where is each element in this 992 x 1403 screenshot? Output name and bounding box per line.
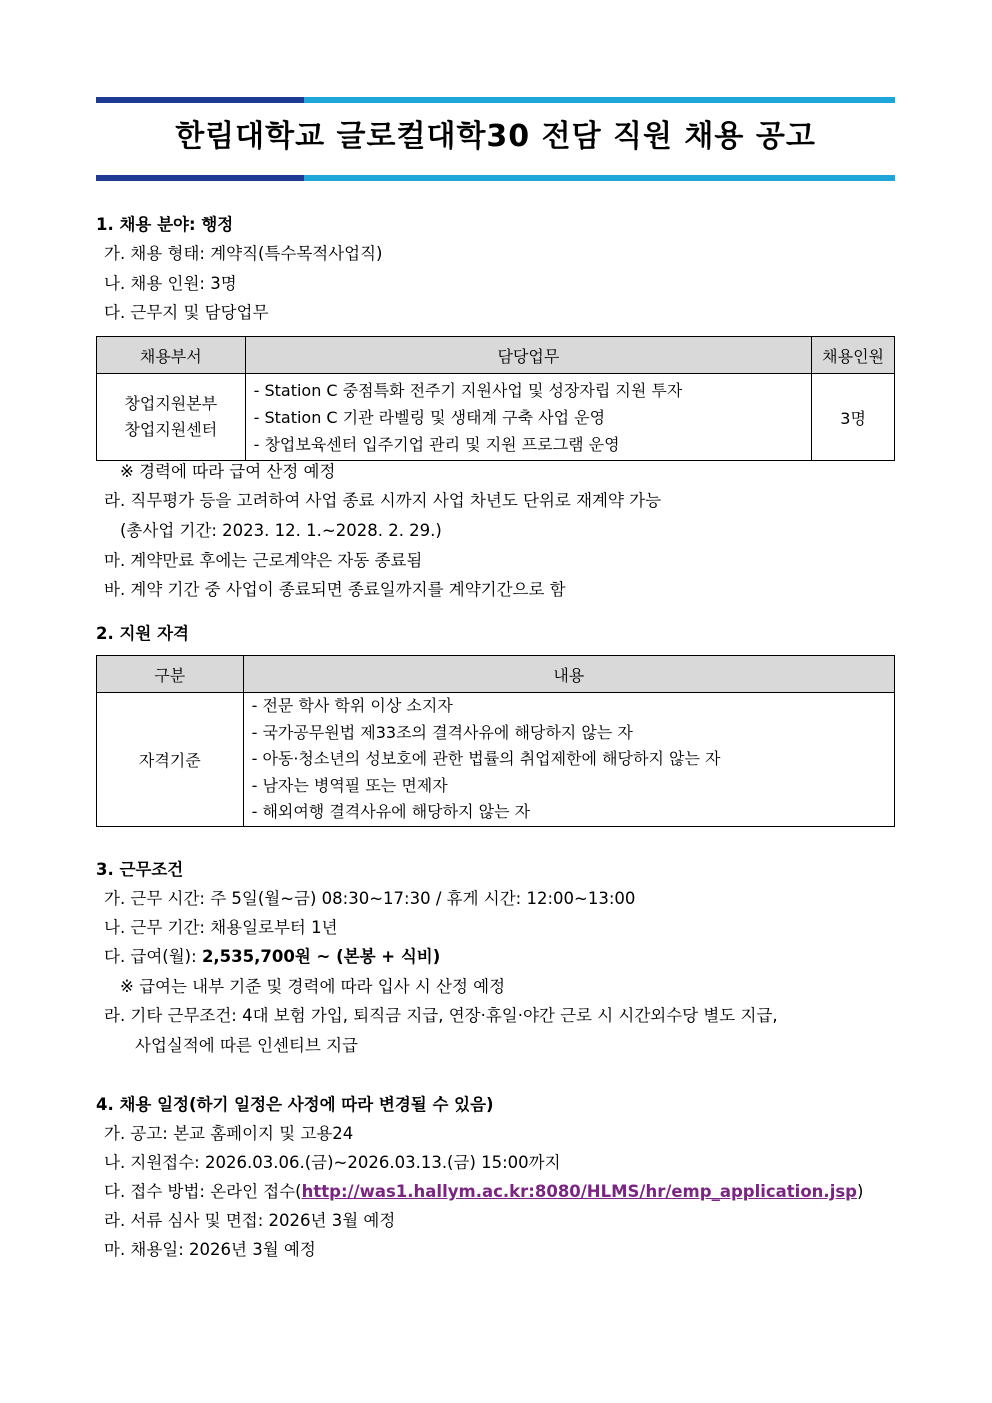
section4-item-c <box>104 1181 863 1203</box>
duty-item: - 창업보육센터 입주기업 관리 및 지원 프로그램 운영 <box>253 434 620 454</box>
document-title: 한림대학교 글로컬대학30 전담 직원 채용 공고 <box>175 119 816 154</box>
section3-item-a: 가. 근무 시간: 주 5일(월~금) 08:30~17:30 / 휴게 시간: 12:00~13:00 <box>104 889 636 908</box>
header-category: 구분 <box>97 656 244 693</box>
qualification-item: - 해외여행 결격사유에 해당하지 않는 자 <box>251 802 531 821</box>
section4-heading: 4. 채용 일정(하기 일정은 사정에 따라 변경될 수 있음) <box>96 1095 494 1114</box>
section1-item-b: 나. 채용 인원: 3명 <box>104 274 237 293</box>
qualification-item: - 남자는 병역필 또는 면제자 <box>251 775 448 795</box>
section2-heading: 2. 지원 자격 <box>96 624 189 643</box>
application-link[interactable]: http://was1.hallym.ac.kr:8080/HLMS/hr/emp_application.jsp <box>301 1182 857 1201</box>
section1-item-d-period: (총사업 기간: 2023. 12. 1.~2028. 2. 29.) <box>120 521 442 540</box>
table-row <box>97 374 895 461</box>
title-bar-bottom <box>96 175 895 181</box>
section3-note: ※ 급여는 내부 기준 및 경력에 따라 입사 시 산정 예정 <box>120 977 506 996</box>
dept-name: 창업지원센터 <box>124 420 218 439</box>
section1-heading: 1. 채용 분야: 행정 <box>96 215 234 234</box>
dept-name: 창업지원본부 <box>124 394 218 413</box>
section3-item-d: 라. 기타 근무조건: 4대 보험 가입, 퇴직금 지급, 연장·휴일·야간 근로 시 시간외수당 별도 지급, <box>104 1006 778 1025</box>
table-header-row <box>97 337 895 374</box>
qualification-item: - 전문 학사 학위 이상 소지자 <box>251 696 453 715</box>
qualification-cell <box>243 693 894 827</box>
section1-item-e: 마. 계약만료 후에는 근로계약은 자동 종료됨 <box>104 551 423 570</box>
qualification-label: 자격기준 <box>97 693 244 827</box>
duty-table <box>96 336 895 461</box>
section4-item-b: 나. 지원접수: 2026.03.06.(금)~2026.03.13.(금) 15:00까지 <box>104 1153 561 1172</box>
section1-item-c: 다. 근무지 및 담당업무 <box>104 303 269 322</box>
apply-method-label: 다. 접수 방법: 온라인 접수( <box>104 1182 302 1201</box>
section1-item-f: 바. 계약 기간 중 사업이 종료되면 종료일까지를 계약기간으로 함 <box>104 580 566 599</box>
duty-item: - Station C 기관 라벨링 및 생태계 구축 사업 운영 <box>253 407 606 427</box>
salary-value: 2,535,700원 ~ (본봉 + 식비) <box>201 947 441 966</box>
dept-cell <box>97 374 246 461</box>
section3-heading: 3. 근무조건 <box>96 860 184 879</box>
header-dept: 채용부서 <box>97 337 246 374</box>
duties-cell <box>245 374 812 461</box>
section3-item-c <box>104 946 440 968</box>
table-row <box>97 693 895 827</box>
count-cell: 3명 <box>812 374 895 461</box>
header-duties: 담당업무 <box>245 337 812 374</box>
section1-item-a: 가. 채용 형태: 계약직(특수목적사업직) <box>104 244 383 263</box>
duty-item: - Station C 중점특화 전주기 지원사업 및 성장자립 지원 투자 <box>253 380 683 400</box>
section4-item-a: 가. 공고: 본교 홈페이지 및 고용24 <box>104 1124 354 1143</box>
table-header-row <box>97 656 895 693</box>
section4-item-e: 마. 채용일: 2026년 3월 예정 <box>104 1240 316 1259</box>
header-content: 내용 <box>243 656 894 693</box>
header-count: 채용인원 <box>812 337 895 374</box>
qualification-item: - 아동·청소년의 성보호에 관한 법률의 취업제한에 해당하지 않는 자 <box>251 749 721 768</box>
section3-item-d-cont: 사업실적에 따른 인센티브 지급 <box>135 1036 358 1055</box>
title-bar-top <box>96 97 895 103</box>
salary-label: 다. 급여(월): <box>104 947 202 966</box>
qualification-item: - 국가공무원법 제33조의 결격사유에 해당하지 않는 자 <box>251 722 633 742</box>
section4-item-d: 라. 서류 심사 및 면접: 2026년 3월 예정 <box>104 1211 396 1230</box>
section1-item-d: 라. 직무평가 등을 고려하여 사업 종료 시까지 사업 차년도 단위로 재계약 가능 <box>104 491 662 510</box>
section1-note: ※ 경력에 따라 급여 산정 예정 <box>120 462 336 481</box>
qualification-table <box>96 655 895 827</box>
apply-method-close: ) <box>856 1182 864 1201</box>
section3-item-b: 나. 근무 기간: 채용일로부터 1년 <box>104 918 338 937</box>
